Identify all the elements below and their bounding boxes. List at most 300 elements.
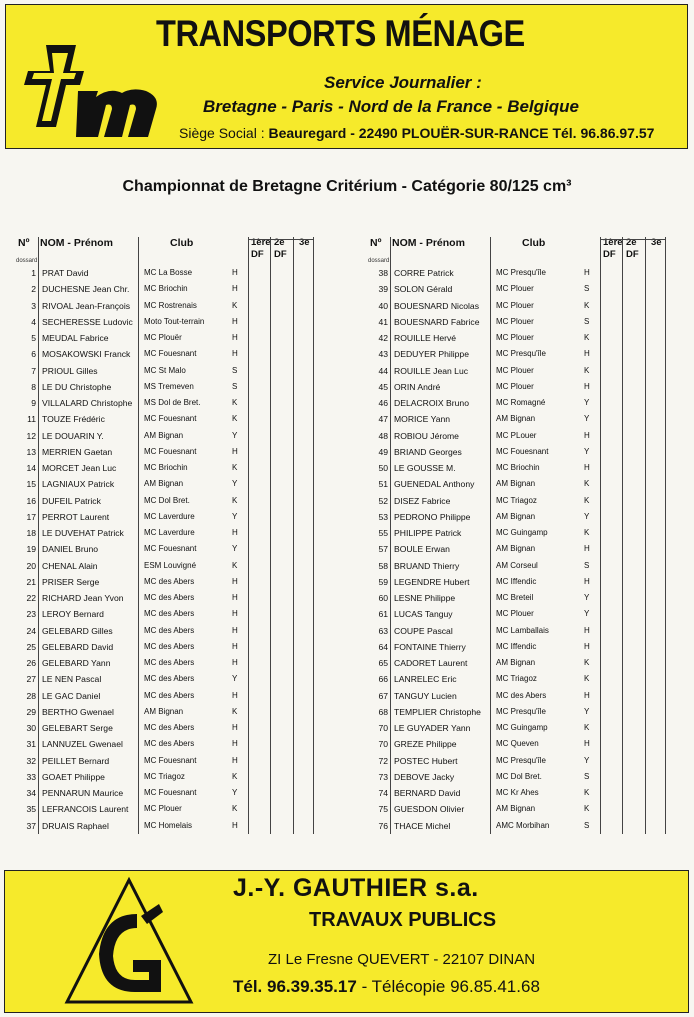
rider-club: MC Briochin [496,463,540,472]
header-club: Club [522,237,546,249]
rider-class: S [232,365,238,375]
dossard-number: 19 [26,544,36,555]
rider-class: H [232,755,238,765]
rider-name: DRUAIS Raphael [42,820,109,831]
table-row [18,574,318,590]
dossard-number: 20 [26,560,36,571]
rider-club: AMC Morbihan [496,820,550,830]
dossard-number: 49 [378,446,388,457]
rider-name: DISEZ Fabrice [394,495,451,506]
rider-name: MERRIEN Gaetan [42,446,113,457]
rider-class: K [232,398,238,407]
rider-club: MC Guingamp [496,723,548,732]
table-row [18,623,318,639]
table-row [370,769,670,785]
rider-club: MC Plouer [144,804,182,814]
table-row [18,818,318,834]
table-row [18,639,318,655]
rider-class: H [584,576,590,586]
rider-name: GELEBART Serge [42,723,113,733]
rider-name: ROUILLE Hervé [394,333,457,343]
rider-class: Y [584,593,590,602]
rider-club: Moto Tout-terrain [144,316,205,326]
service-label: Service Journalier : [324,73,482,92]
rider-club: AM Bignan [144,430,184,440]
dossard-number: 35 [26,804,36,815]
rider-club: MC Triagoz [496,495,537,505]
rider-club: MC Dol Bret. [496,771,542,781]
table-row [370,785,670,801]
rider-name: LE DOUARIN Y. [42,430,104,441]
rider-name: GUESDON Olivier [394,804,465,815]
rider-name: BRIAND Georges [394,446,462,457]
dossard-number: 29 [26,706,36,717]
header-name: NOM - Prénom [40,237,113,249]
rider-name: VILLALARD Christophe [42,398,133,408]
rider-class: H [232,690,238,700]
rider-class: S [584,316,590,326]
dossard-number: 63 [378,625,388,636]
rider-name: BRUAND Thierry [394,560,460,571]
rider-class: H [232,528,238,537]
dossard-number: 55 [378,528,388,538]
table-row [18,801,318,817]
rider-class: H [232,658,238,667]
rider-name: GELEBARD David [42,641,114,652]
table-row [370,655,670,671]
dossard-number: 70 [378,723,388,733]
table-row [18,363,318,379]
dossard-number: 50 [378,463,388,473]
rider-class: K [584,300,590,310]
rider-club: MC Presqu'île [496,755,546,765]
rider-club: MC des Abers [144,641,195,651]
rider-club: AM Bignan [496,479,536,489]
dossard-number: 52 [378,495,388,506]
dossard-number: 24 [26,625,36,636]
rider-club: MC Plouër [144,333,182,342]
rider-class: K [584,479,590,489]
rider-name: GUENEDAL Anthony [394,479,475,490]
rider-club: MC des Abers [144,576,195,586]
dossard-number: 8 [31,381,36,392]
table-row [370,411,670,427]
table-row [370,688,670,704]
table-row [18,558,318,574]
rider-name: BOULE Erwan [394,544,450,555]
dossard-number: 42 [378,333,388,343]
dossard-number: 12 [26,430,36,441]
rider-class: K [584,723,590,732]
rider-name: TEMPLIER Christophe [394,706,481,717]
table-row [370,525,670,541]
rider-club: MC Laverdure [144,528,195,537]
rider-class: K [584,365,590,375]
rider-class: H [584,430,590,440]
rider-club: MC Triagoz [496,674,537,684]
rider-club: MC des Abers [144,723,195,732]
table-row [18,655,318,671]
rider-club: MC Homelais [144,820,193,830]
dossard-number: 72 [378,755,388,766]
table-row [370,753,670,769]
gauthier-tel: Tél. 96.39.35.17 [233,977,357,996]
table-row [370,265,670,281]
rider-name: ORIN André [394,381,441,392]
table-row [18,590,318,606]
rider-name: BOUESNARD Nicolas [394,300,480,311]
dossard-number: 21 [26,576,36,587]
rider-name: ROUILLE Jean Luc [394,365,469,376]
rider-class: K [584,788,590,797]
dossard-number: 41 [378,316,388,327]
table-row [18,769,318,785]
contact-separator: - [361,977,368,996]
table-row [370,444,670,460]
table-row [18,606,318,622]
rider-club: AM Bignan [496,544,536,554]
rider-name: PEILLET Bernard [42,755,110,766]
head-office [179,125,654,141]
dossard-number: 46 [378,398,388,408]
rider-club: MC Guingamp [496,528,548,537]
gauthier-company: J.-Y. GAUTHIER s.a. [233,874,479,902]
dossard-number: 32 [26,755,36,766]
rider-name: GELEBARD Yann [42,658,111,668]
rider-class: H [232,820,238,830]
table-row [370,298,670,314]
rider-class: Y [232,511,238,521]
rider-club: AM Bignan [144,706,184,716]
table-row [18,330,318,346]
rider-name: LE NEN Pascal [42,674,102,685]
header-third: 3e [651,237,662,248]
rider-club: MC Fouesnant [144,414,197,424]
rider-name: LE GAC Daniel [42,690,101,701]
rider-club: MC Presqu'île [496,706,546,716]
table-row [18,281,318,297]
rider-class: H [232,446,238,456]
gauthier-banner [4,870,689,1013]
rider-class: H [584,690,590,700]
table-row [370,623,670,639]
dossard-number: 53 [378,511,388,522]
dossard-number: 73 [378,771,388,782]
rider-club: MC La Bosse [144,268,193,277]
rider-class: K [232,300,238,310]
table-row [370,818,670,834]
dossard-number: 9 [31,398,36,408]
rider-class: H [232,723,238,732]
rider-club: MC Iffendic [496,576,537,586]
dossard-number: 11 [27,414,36,425]
dossard-number: 6 [31,349,36,360]
dossard-number: 30 [26,723,36,733]
dossard-number: 70 [378,739,388,750]
rider-name: PRAT David [42,268,89,278]
rider-name: DELACROIX Bruno [394,398,469,408]
rider-club: MC Briochin [144,463,188,472]
rider-name: FONTAINE Thierry [394,641,466,652]
table-row [18,525,318,541]
rider-club: MC Rostrenais [144,300,197,310]
table-row [18,298,318,314]
table-row [370,395,670,411]
table-row [370,281,670,297]
rider-name: PRISER Serge [42,576,100,587]
header-third: 3e [299,237,310,248]
rider-name: COUPE Pascal [394,625,453,636]
rider-name: LEGENDRE Hubert [394,576,470,587]
dossard-number: 4 [31,316,36,327]
rider-name: LUCAS Tanguy [394,609,453,620]
rider-name: DEBOVE Jacky [394,771,455,782]
table-row [370,493,670,509]
table-row [18,476,318,492]
rider-name: LEFRANCOIS Laurent [42,804,129,815]
siege-address: Beauregard - 22490 PLOUËR-SUR-RANCE Tél. 96.86.97.57 [268,125,655,141]
siege-label: Siège Social : [179,125,265,141]
table-row [18,671,318,687]
table-row [18,444,318,460]
rider-club: MC Fouesnant [144,788,197,797]
table-row [370,639,670,655]
rider-club: MC St Malo [144,365,186,375]
header-second-df: 2e DF [274,237,287,260]
rider-club: MC Laverdure [144,511,195,521]
rider-class: K [584,804,590,814]
table-row [18,736,318,752]
gauthier-contact [233,977,540,997]
rider-class: Y [584,446,590,456]
rider-club: MC des Abers [144,658,195,667]
header-dossard: dossard [368,258,390,264]
rider-name: CORRE Patrick [394,268,454,278]
rider-club: MC Plouer [496,609,534,619]
header-first-df: 1ère DF [251,237,271,260]
rider-club: MC Presqu'île [496,268,546,277]
rider-class: H [232,284,238,294]
rider-name: SECHERESSE Ludovic [42,316,133,327]
gauthier-logo [63,876,195,1006]
rider-name: DANIEL Bruno [42,544,99,555]
header-num: Nº [370,237,382,249]
dossard-number: 59 [378,576,388,587]
rider-name: MOSAKOWSKI Franck [42,349,131,360]
rider-class: H [232,333,238,342]
table-row [370,346,670,362]
rider-name: RICHARD Jean Yvon [42,593,124,603]
rider-name: MORCET Jean Luc [42,463,117,473]
transports-menage-banner [5,4,688,149]
destinations: Bretagne - Paris - Nord de la France - Belgique [203,97,579,116]
table-row [370,314,670,330]
table-row [370,476,670,492]
rider-class: H [584,463,590,472]
rider-club: AM Bignan [496,511,536,521]
rider-club: AM Bignan [496,804,536,814]
dossard-number: 58 [378,560,388,571]
rider-class: Y [232,674,238,684]
table-row [370,509,670,525]
rider-name: TOUZE Frédéric [42,414,105,425]
table-row [370,460,670,476]
rider-class: K [584,658,590,667]
table-row [18,395,318,411]
dossard-number: 76 [378,820,388,831]
rider-club: MC Plouer [496,316,534,326]
rider-club: MC Fouesnant [144,755,197,765]
rider-club: MC des Abers [144,609,195,619]
rider-name: LE DU Christophe [42,381,112,392]
header-name: NOM - Prénom [392,237,465,249]
header-first-df: 1ère DF [603,237,623,260]
dossard-number: 60 [378,593,388,603]
rider-name: DUCHESNE Jean Chr. [42,284,130,295]
table-row [370,379,670,395]
rider-name: LE GOUSSE M. [394,463,456,473]
dossard-number: 16 [26,495,36,506]
dossard-number: 33 [26,771,36,782]
rider-class: H [232,641,238,651]
rider-name: POSTEC Hubert [394,755,458,766]
rider-class: Y [584,511,590,521]
header-second-df: 2e DF [626,237,639,260]
rider-club: AM Corseul [496,560,538,570]
rider-club: MC Plouer [496,300,534,310]
rider-class: K [232,706,238,716]
dossard-number: 3 [31,300,36,311]
rider-name: LANRELEC Eric [394,674,457,685]
rider-class: S [584,771,590,781]
dossard-number: 1 [31,268,36,278]
rider-club: MC Lamballais [496,625,549,635]
rider-name: CHENAL Alain [42,560,98,571]
rider-class: K [584,495,590,505]
rider-name: LAGNIAUX Patrick [42,479,115,490]
table-row [18,541,318,557]
table-row [370,606,670,622]
rider-name: LE GUYADER Yann [394,723,471,733]
rider-name: RIVOAL Jean-François [42,300,131,311]
rider-name: PRIOUL Gilles [42,365,98,376]
header-dossard: dossard [16,258,38,264]
rider-class: K [584,674,590,684]
rider-name: BERTHO Gwenael [42,706,114,717]
rider-name: PERROT Laurent [42,511,110,522]
dossard-number: 47 [378,414,388,425]
rider-class: K [232,463,238,472]
rider-name: THACE Michel [394,820,451,831]
rider-club: MC des Abers [496,690,547,700]
rider-club: MC des Abers [144,690,195,700]
table-row [18,509,318,525]
table-row [18,460,318,476]
rider-class: H [584,349,590,359]
table-row [370,558,670,574]
rider-club: MC Plouer [496,333,534,342]
dossard-number: 39 [378,284,388,295]
rider-class: Y [232,479,238,489]
rider-club: MC Presqu'île [496,349,546,359]
dossard-number: 67 [378,690,388,701]
table-row [370,428,670,444]
table-row [18,411,318,427]
rider-class: H [584,625,590,635]
rider-class: Y [584,398,590,407]
rider-class: K [232,414,238,424]
table-row [18,314,318,330]
rider-club: MC Plouer [496,365,534,375]
rider-name: CADORET Laurent [394,658,468,668]
table-row [370,574,670,590]
rider-name: PEDRONO Philippe [394,511,471,522]
table-row [18,720,318,736]
rider-club: MS Tremeven [144,381,194,391]
dossard-number: 57 [378,544,388,555]
rider-club: MC Plouer [496,284,534,294]
rider-class: K [584,333,590,342]
rider-class: S [232,381,238,391]
rider-club: MC Fouesnant [496,446,549,456]
table-row [18,704,318,720]
rider-class: H [232,576,238,586]
rider-name: GREZE Philippe [394,739,457,750]
table-row [18,688,318,704]
dossard-number: 22 [26,593,36,603]
table-row [18,785,318,801]
rider-club: MC Breteil [496,593,534,602]
rider-class: H [232,349,238,359]
rider-class: Y [584,706,590,716]
rider-club: MC Fouesnant [144,349,197,359]
rider-class: H [232,593,238,602]
table-row [370,671,670,687]
rider-club: AM Bignan [496,658,536,667]
dossard-number: 48 [378,430,388,441]
rider-club: MC des Abers [144,674,195,684]
rider-club: MC des Abers [144,593,195,602]
dossard-number: 66 [378,674,388,685]
rider-class: S [584,820,590,830]
rider-class: Y [584,755,590,765]
rider-class: H [232,625,238,635]
rider-name: GELEBARD Gilles [42,625,113,636]
table-row [370,704,670,720]
rider-name: BOUESNARD Fabrice [394,316,480,327]
dossard-number: 68 [378,706,388,717]
dossard-number: 13 [26,446,36,457]
table-row [370,736,670,752]
rider-name: LEROY Bernard [42,609,104,620]
rider-class: K [232,495,238,505]
rider-name: MEUDAL Fabrice [42,333,109,343]
rider-name: DEDUYER Philippe [394,349,469,360]
table-row [18,346,318,362]
rider-class: Y [232,430,238,440]
rider-class: K [232,804,238,814]
page-title: Championnat de Bretagne Critérium - Catégorie 80/125 cm³ [122,178,572,195]
table-row [370,363,670,379]
rider-name: PHILIPPE Patrick [394,528,462,538]
rider-class: Y [584,609,590,619]
rider-club: MC Fouesnant [144,446,197,456]
rider-club: MC Dol Bret. [144,495,190,505]
dossard-number: 74 [378,788,388,798]
dossard-number: 2 [31,284,36,295]
rider-class: H [584,381,590,391]
table-row [370,720,670,736]
